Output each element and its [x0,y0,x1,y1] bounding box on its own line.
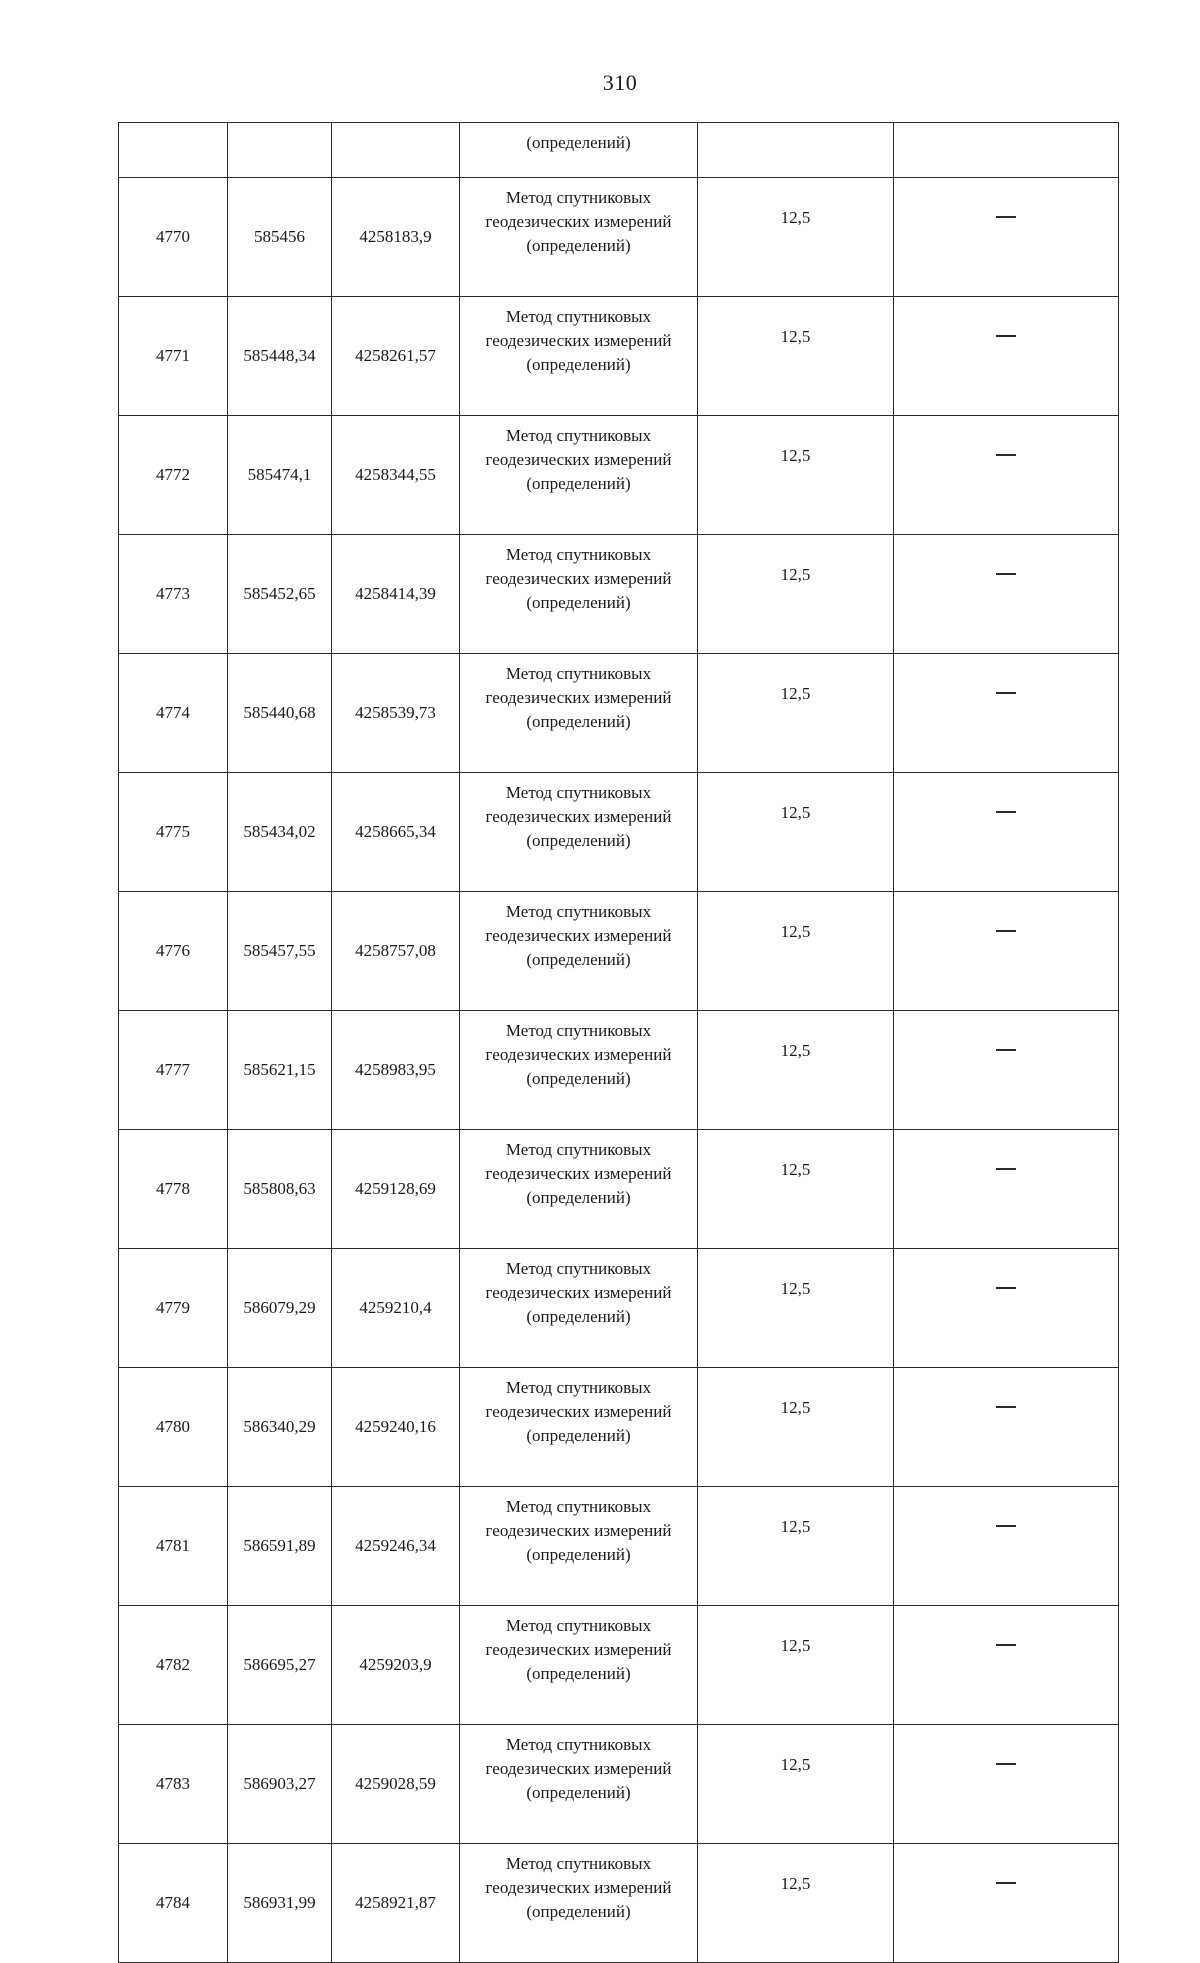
cell-x: 585474,1 [228,416,332,535]
cell-method [460,535,698,654]
cell-y: 4258261,57 [332,297,460,416]
method-line: (определений) [526,1664,631,1683]
cell-extra [894,1130,1119,1249]
coordinates-table [118,122,1119,1963]
method-line: (определений) [526,712,631,731]
method-line: (определений) [526,1188,631,1207]
dash-mark [996,1406,1016,1407]
method-line: геодезических измерений [485,1878,672,1897]
cell-method [460,773,698,892]
method-line: геодезических измерений [485,1521,672,1540]
cell-num: 4771 [119,297,228,416]
cell-accuracy: 12,5 [698,1487,894,1606]
method-line: геодезических измерений [485,926,672,945]
cell-accuracy [698,123,894,178]
dash-mark [996,454,1016,455]
method-line: геодезических измерений [485,331,672,350]
cell-extra [894,123,1119,178]
cell-accuracy: 12,5 [698,1606,894,1725]
cell-y: 4259028,59 [332,1725,460,1844]
cell-extra [894,416,1119,535]
cell-y: 4259210,4 [332,1249,460,1368]
cell-accuracy: 12,5 [698,1011,894,1130]
method-line: Метод спутниковых [505,1616,652,1635]
cell-x: 585456 [228,178,332,297]
cell-y: 4258414,39 [332,535,460,654]
cell-method: (определений) [460,123,698,178]
cell-extra [894,1249,1119,1368]
cell-y: 4258344,55 [332,416,460,535]
cell-num: 4780 [119,1368,228,1487]
continuation-row [119,123,1119,178]
table-row [119,1606,1119,1725]
cell-method [460,1368,698,1487]
method-line: Метод спутниковых [505,545,652,564]
cell-extra [894,1725,1119,1844]
dash-mark [996,1049,1016,1050]
cell-y: 4259246,34 [332,1487,460,1606]
cell-method [460,1606,698,1725]
cell-y: 4259203,9 [332,1606,460,1725]
cell-x [228,123,332,178]
cell-accuracy: 12,5 [698,1725,894,1844]
cell-num: 4774 [119,654,228,773]
cell-method [460,1011,698,1130]
method-line: (определений) [526,1307,631,1326]
cell-y [332,123,460,178]
cell-x: 585448,34 [228,297,332,416]
table-row [119,1249,1119,1368]
cell-extra [894,1011,1119,1130]
cell-num: 4776 [119,892,228,1011]
method-line: (определений) [526,236,631,255]
cell-accuracy: 12,5 [698,1249,894,1368]
cell-extra [894,1606,1119,1725]
dash-mark [996,1882,1016,1883]
cell-method [460,1249,698,1368]
cell-y: 4258665,34 [332,773,460,892]
cell-extra [894,1487,1119,1606]
table-row [119,416,1119,535]
method-line: геодезических измерений [485,1640,672,1659]
cell-x: 585457,55 [228,892,332,1011]
method-line: Метод спутниковых [505,1378,652,1397]
cell-y: 4258539,73 [332,654,460,773]
cell-x: 585440,68 [228,654,332,773]
cell-method [460,1725,698,1844]
method-line: геодезических измерений [485,807,672,826]
method-line: геодезических измерений [485,1759,672,1778]
table-row [119,297,1119,416]
table-row [119,1487,1119,1606]
method-line: Метод спутниковых [505,1735,652,1754]
cell-y: 4259240,16 [332,1368,460,1487]
cell-accuracy: 12,5 [698,297,894,416]
method-line: Метод спутниковых [505,1140,652,1159]
cell-num: 4775 [119,773,228,892]
method-line: геодезических измерений [485,1402,672,1421]
table-row [119,773,1119,892]
method-line: Метод спутниковых [505,783,652,802]
dash-mark [996,1168,1016,1169]
method-line: (определений) [526,1783,631,1802]
dash-mark [996,1525,1016,1526]
cell-extra [894,773,1119,892]
cell-accuracy: 12,5 [698,1130,894,1249]
cell-accuracy: 12,5 [698,178,894,297]
cell-method [460,1844,698,1963]
cell-x: 586591,89 [228,1487,332,1606]
cell-x: 586931,99 [228,1844,332,1963]
cell-accuracy: 12,5 [698,654,894,773]
cell-method [460,654,698,773]
table-row [119,892,1119,1011]
method-line: (определений) [526,1426,631,1445]
dash-mark [996,1287,1016,1288]
cell-y: 4258983,95 [332,1011,460,1130]
dash-mark [996,1763,1016,1764]
dash-mark [996,811,1016,812]
cell-extra [894,1368,1119,1487]
method-line: (определений) [526,950,631,969]
cell-y: 4258757,08 [332,892,460,1011]
cell-extra [894,892,1119,1011]
cell-accuracy: 12,5 [698,1368,894,1487]
method-line: Метод спутниковых [505,307,652,326]
cell-num: 4770 [119,178,228,297]
method-line: Метод спутниковых [505,1021,652,1040]
cell-num: 4772 [119,416,228,535]
cell-num: 4779 [119,1249,228,1368]
dash-mark [996,573,1016,574]
method-line: геодезических измерений [485,450,672,469]
cell-y: 4258921,87 [332,1844,460,1963]
cell-method [460,297,698,416]
dash-mark [996,692,1016,693]
cell-num [119,123,228,178]
cell-accuracy: 12,5 [698,416,894,535]
method-line: (определений) [526,355,631,374]
method-line: (определений) [526,831,631,850]
cell-method [460,1487,698,1606]
cell-method [460,178,698,297]
cell-y: 4259128,69 [332,1130,460,1249]
table-row [119,535,1119,654]
table-row [119,1368,1119,1487]
cell-accuracy: 12,5 [698,892,894,1011]
method-line: Метод спутниковых [505,902,652,921]
method-line: Метод спутниковых [505,1497,652,1516]
dash-mark [996,930,1016,931]
cell-extra [894,1844,1119,1963]
cell-num: 4782 [119,1606,228,1725]
cell-accuracy: 12,5 [698,773,894,892]
table-row [119,1011,1119,1130]
dash-mark [996,335,1016,336]
method-line: (определений) [526,1545,631,1564]
method-line: (определений) [526,474,631,493]
method-line: Метод спутниковых [505,426,652,445]
method-line: Метод спутниковых [505,188,652,207]
cell-num: 4773 [119,535,228,654]
method-line: геодезических измерений [485,569,672,588]
cell-x: 586079,29 [228,1249,332,1368]
method-line: геодезических измерений [485,1283,672,1302]
table-row [119,654,1119,773]
page-number: 310 [602,70,638,95]
method-line: Метод спутниковых [505,664,652,683]
cell-method [460,892,698,1011]
cell-extra [894,178,1119,297]
method-line: геодезических измерений [485,688,672,707]
method-line: Метод спутниковых [505,1259,652,1278]
method-line: геодезических измерений [485,212,672,231]
table-row [119,1725,1119,1844]
method-line: (определений) [526,1069,631,1088]
cell-num: 4778 [119,1130,228,1249]
cell-num: 4777 [119,1011,228,1130]
cell-x: 585808,63 [228,1130,332,1249]
cell-num: 4783 [119,1725,228,1844]
method-line: геодезических измерений [485,1045,672,1064]
dash-mark [996,1644,1016,1645]
cell-x: 586695,27 [228,1606,332,1725]
cell-y: 4258183,9 [332,178,460,297]
table-row [119,1844,1119,1963]
cell-num: 4781 [119,1487,228,1606]
table-row [119,178,1119,297]
table-row [119,1130,1119,1249]
cell-method [460,416,698,535]
cell-x: 585434,02 [228,773,332,892]
method-line: (определений) [526,593,631,612]
method-line: (определений) [526,1902,631,1921]
cell-accuracy: 12,5 [698,1844,894,1963]
cell-extra [894,535,1119,654]
method-line: геодезических измерений [485,1164,672,1183]
cell-accuracy: 12,5 [698,535,894,654]
table-body [119,123,1119,1963]
cell-x: 586903,27 [228,1725,332,1844]
method-line: Метод спутниковых [505,1854,652,1873]
cell-x: 585452,65 [228,535,332,654]
cell-extra [894,654,1119,773]
cell-extra [894,297,1119,416]
cell-method [460,1130,698,1249]
cell-x: 585621,15 [228,1011,332,1130]
dash-mark [996,216,1016,217]
cell-x: 586340,29 [228,1368,332,1487]
cell-num: 4784 [119,1844,228,1963]
